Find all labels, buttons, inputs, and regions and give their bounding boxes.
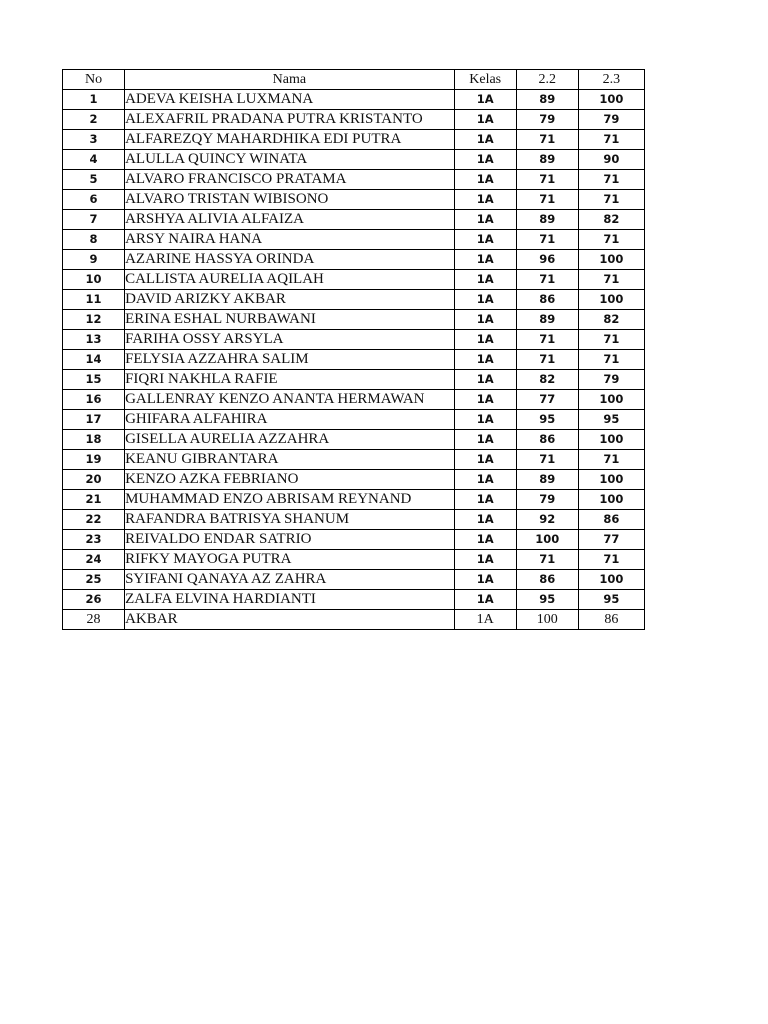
cell-score-2: 95	[578, 590, 644, 610]
cell-score-1: 100	[516, 530, 578, 550]
cell-score-2: 100	[578, 290, 644, 310]
cell-kelas: 1A	[454, 190, 516, 210]
cell-score-2: 82	[578, 210, 644, 230]
cell-score-1: 71	[516, 450, 578, 470]
cell-nama: KENZO AZKA FEBRIANO	[125, 470, 455, 490]
cell-score-2: 71	[578, 330, 644, 350]
cell-no: 28	[63, 610, 125, 630]
cell-no: 21	[63, 490, 125, 510]
cell-score-2: 100	[578, 470, 644, 490]
cell-score-1: 92	[516, 510, 578, 530]
cell-score-2: 71	[578, 190, 644, 210]
cell-no: 14	[63, 350, 125, 370]
table-row	[63, 250, 645, 270]
table-row	[63, 110, 645, 130]
cell-score-2: 100	[578, 90, 644, 110]
cell-nama: FIQRI NAKHLA RAFIE	[125, 370, 455, 390]
cell-nama: ALVARO FRANCISCO PRATAMA	[125, 170, 455, 190]
cell-no: 5	[63, 170, 125, 190]
cell-nama: SYIFANI QANAYA AZ ZAHRA	[125, 570, 455, 590]
cell-nama: ALULLA QUINCY WINATA	[125, 150, 455, 170]
table-row	[63, 270, 645, 290]
cell-score-1: 86	[516, 290, 578, 310]
cell-score-2: 71	[578, 170, 644, 190]
cell-nama: GISELLA AURELIA AZZAHRA	[125, 430, 455, 450]
cell-no: 13	[63, 330, 125, 350]
cell-score-2: 71	[578, 350, 644, 370]
cell-score-1: 89	[516, 150, 578, 170]
cell-score-2: 79	[578, 370, 644, 390]
cell-no: 22	[63, 510, 125, 530]
cell-score-2: 71	[578, 450, 644, 470]
cell-kelas: 1A	[454, 210, 516, 230]
cell-kelas: 1A	[454, 490, 516, 510]
cell-no: 26	[63, 590, 125, 610]
header-no: No	[63, 70, 125, 90]
cell-kelas: 1A	[454, 130, 516, 150]
cell-no: 20	[63, 470, 125, 490]
cell-score-2: 86	[578, 610, 644, 630]
cell-no: 10	[63, 270, 125, 290]
table-row	[63, 550, 645, 570]
table-row	[63, 90, 645, 110]
cell-kelas: 1A	[454, 610, 516, 630]
table-row	[63, 530, 645, 550]
header-score-2: 2.3	[578, 70, 644, 90]
cell-no: 15	[63, 370, 125, 390]
cell-no: 16	[63, 390, 125, 410]
cell-score-1: 89	[516, 90, 578, 110]
cell-nama: FELYSIA AZZAHRA SALIM	[125, 350, 455, 370]
cell-kelas: 1A	[454, 90, 516, 110]
cell-no: 24	[63, 550, 125, 570]
cell-nama: ERINA ESHAL NURBAWANI	[125, 310, 455, 330]
cell-score-2: 71	[578, 270, 644, 290]
cell-score-2: 100	[578, 490, 644, 510]
cell-no: 3	[63, 130, 125, 150]
cell-kelas: 1A	[454, 450, 516, 470]
cell-kelas: 1A	[454, 410, 516, 430]
cell-score-1: 89	[516, 210, 578, 230]
cell-score-1: 96	[516, 250, 578, 270]
cell-kelas: 1A	[454, 110, 516, 130]
cell-score-1: 86	[516, 570, 578, 590]
table-row	[63, 470, 645, 490]
cell-nama: ADEVA KEISHA LUXMANA	[125, 90, 455, 110]
cell-no: 11	[63, 290, 125, 310]
cell-score-2: 71	[578, 550, 644, 570]
cell-nama: RIFKY MAYOGA PUTRA	[125, 550, 455, 570]
cell-no: 1	[63, 90, 125, 110]
cell-nama: ALEXAFRIL PRADANA PUTRA KRISTANTO	[125, 110, 455, 130]
table-row	[63, 390, 645, 410]
table-row	[63, 430, 645, 450]
cell-score-2: 100	[578, 390, 644, 410]
table-row	[63, 490, 645, 510]
cell-score-1: 71	[516, 230, 578, 250]
table-row	[63, 590, 645, 610]
cell-nama: ALVARO TRISTAN WIBISONO	[125, 190, 455, 210]
cell-nama: AZARINE HASSYA ORINDA	[125, 250, 455, 270]
table-row	[63, 350, 645, 370]
cell-score-1: 71	[516, 130, 578, 150]
cell-no: 8	[63, 230, 125, 250]
cell-nama: MUHAMMAD ENZO ABRISAM REYNAND	[125, 490, 455, 510]
table-row	[63, 330, 645, 350]
cell-kelas: 1A	[454, 570, 516, 590]
cell-score-1: 89	[516, 470, 578, 490]
cell-kelas: 1A	[454, 250, 516, 270]
cell-nama: ZALFA ELVINA HARDIANTI	[125, 590, 455, 610]
table-row	[63, 310, 645, 330]
cell-nama: KEANU GIBRANTARA	[125, 450, 455, 470]
table-row	[63, 210, 645, 230]
cell-kelas: 1A	[454, 170, 516, 190]
cell-score-2: 71	[578, 130, 644, 150]
cell-kelas: 1A	[454, 350, 516, 370]
table-body	[63, 90, 645, 630]
cell-no: 17	[63, 410, 125, 430]
cell-score-2: 100	[578, 570, 644, 590]
cell-kelas: 1A	[454, 590, 516, 610]
cell-kelas: 1A	[454, 310, 516, 330]
cell-nama: DAVID ARIZKY AKBAR	[125, 290, 455, 310]
cell-score-1: 95	[516, 410, 578, 430]
cell-nama: GALLENRAY KENZO ANANTA HERMAWAN	[125, 390, 455, 410]
header-kelas: Kelas	[454, 70, 516, 90]
table-row	[63, 510, 645, 530]
cell-score-1: 71	[516, 170, 578, 190]
cell-nama: ALFAREZQY MAHARDHIKA EDI PUTRA	[125, 130, 455, 150]
cell-nama: GHIFARA ALFAHIRA	[125, 410, 455, 430]
cell-kelas: 1A	[454, 470, 516, 490]
cell-no: 19	[63, 450, 125, 470]
cell-score-2: 71	[578, 230, 644, 250]
cell-no: 25	[63, 570, 125, 590]
table-row	[63, 190, 645, 210]
cell-nama: REIVALDO ENDAR SATRIO	[125, 530, 455, 550]
grade-table	[62, 69, 645, 630]
cell-kelas: 1A	[454, 430, 516, 450]
cell-score-1: 86	[516, 430, 578, 450]
cell-score-2: 86	[578, 510, 644, 530]
cell-score-1: 89	[516, 310, 578, 330]
cell-score-2: 82	[578, 310, 644, 330]
cell-score-2: 90	[578, 150, 644, 170]
table-row	[63, 570, 645, 590]
table-row	[63, 170, 645, 190]
cell-kelas: 1A	[454, 290, 516, 310]
cell-nama: RAFANDRA BATRISYA SHANUM	[125, 510, 455, 530]
cell-no: 4	[63, 150, 125, 170]
table-row	[63, 610, 645, 630]
table-row	[63, 290, 645, 310]
table-row	[63, 230, 645, 250]
cell-no: 6	[63, 190, 125, 210]
cell-score-1: 71	[516, 190, 578, 210]
cell-kelas: 1A	[454, 530, 516, 550]
cell-score-2: 100	[578, 430, 644, 450]
cell-kelas: 1A	[454, 510, 516, 530]
cell-no: 2	[63, 110, 125, 130]
header-row	[63, 70, 645, 90]
cell-no: 12	[63, 310, 125, 330]
cell-score-1: 79	[516, 110, 578, 130]
cell-score-1: 71	[516, 270, 578, 290]
cell-kelas: 1A	[454, 550, 516, 570]
table-row	[63, 130, 645, 150]
cell-nama: ARSY NAIRA HANA	[125, 230, 455, 250]
cell-score-1: 71	[516, 330, 578, 350]
cell-no: 7	[63, 210, 125, 230]
cell-nama: FARIHA OSSY ARSYLA	[125, 330, 455, 350]
cell-nama: ARSHYA ALIVIA ALFAIZA	[125, 210, 455, 230]
cell-kelas: 1A	[454, 150, 516, 170]
table-row	[63, 450, 645, 470]
cell-score-2: 100	[578, 250, 644, 270]
cell-score-1: 71	[516, 350, 578, 370]
cell-nama: AKBAR	[125, 610, 455, 630]
cell-score-1: 77	[516, 390, 578, 410]
cell-kelas: 1A	[454, 230, 516, 250]
table-row	[63, 370, 645, 390]
cell-no: 9	[63, 250, 125, 270]
cell-kelas: 1A	[454, 370, 516, 390]
cell-no: 18	[63, 430, 125, 450]
cell-kelas: 1A	[454, 270, 516, 290]
cell-score-2: 95	[578, 410, 644, 430]
table-row	[63, 150, 645, 170]
cell-no: 23	[63, 530, 125, 550]
cell-score-2: 77	[578, 530, 644, 550]
cell-score-1: 95	[516, 590, 578, 610]
header-nama: Nama	[125, 70, 455, 90]
cell-kelas: 1A	[454, 390, 516, 410]
cell-score-1: 100	[516, 610, 578, 630]
cell-kelas: 1A	[454, 330, 516, 350]
cell-nama: CALLISTA AURELIA AQILAH	[125, 270, 455, 290]
header-score-1: 2.2	[516, 70, 578, 90]
table-row	[63, 410, 645, 430]
cell-score-1: 71	[516, 550, 578, 570]
table-header	[63, 70, 645, 90]
cell-score-1: 82	[516, 370, 578, 390]
cell-score-2: 79	[578, 110, 644, 130]
cell-score-1: 79	[516, 490, 578, 510]
